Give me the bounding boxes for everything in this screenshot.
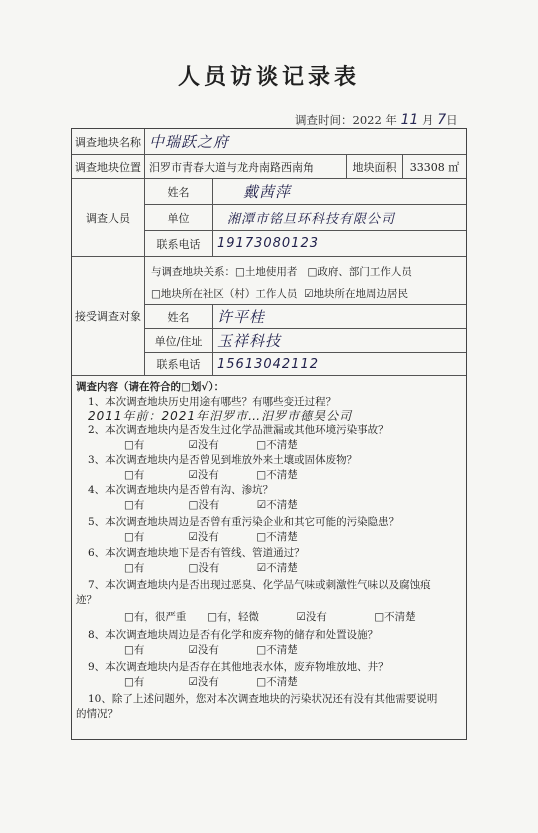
q4-text: 4、本次调查地块内是否曾有沟、渗坑？ <box>88 484 274 496</box>
q5-text: 5、本次调查地块周边是否曾有重污染企业和其它可能的污染隐患？ <box>88 516 400 528</box>
date-year: 2022 年 <box>352 113 397 127</box>
interviewee-unit-value: 玉祥科技 <box>213 329 466 353</box>
q6-text: 6、本次调查地块地下是否有管线、管道通过？ <box>88 547 305 559</box>
q3-opt-yes[interactable]: □有 <box>124 469 145 481</box>
date-day: 7 <box>437 112 447 128</box>
q9-options <box>124 674 302 689</box>
q9-opt-no[interactable]: ☑没有 <box>188 676 219 688</box>
investigator-phone-label: 联系电话 <box>145 231 213 257</box>
q8-text: 8、本次调查地块周边是否有化学和废弃物的储存和处置设施？ <box>88 629 379 641</box>
interviewee-unit-label: 单位/住址 <box>145 329 213 353</box>
q4-opt-unsure[interactable]: ☑不清楚 <box>256 499 298 511</box>
date-month: 11 <box>400 112 419 128</box>
q6-options <box>124 560 302 575</box>
relation-label: 与调查地块关系： <box>151 266 235 278</box>
q5-options <box>124 529 302 544</box>
date-month-unit: 月 <box>422 113 434 127</box>
q3-options <box>124 467 302 482</box>
q5-opt-no[interactable]: ☑没有 <box>188 531 219 543</box>
interviewee-name-value: 许平桂 <box>213 305 466 329</box>
interviewee-name-label: 姓名 <box>145 305 213 329</box>
q7-text-cont: 迹？ <box>76 594 97 606</box>
investigator-name-label: 姓名 <box>145 179 213 205</box>
q5-opt-unsure[interactable]: □不清楚 <box>256 531 298 543</box>
investigator-name-value: 戴茜萍 <box>213 179 466 205</box>
q7-opt-unsure[interactable]: □不清楚 <box>374 611 416 623</box>
q7-text: 7、本次调查地块内是否出现过恶臭、化学品气味或刺激性气味以及腐蚀痕 <box>88 579 431 591</box>
relation-opt-resident[interactable]: ☑地块所在地周边居民 <box>304 288 409 300</box>
plot-name-label: 调查地块名称 <box>72 129 145 155</box>
q8-opt-yes[interactable]: □有 <box>124 644 145 656</box>
q4-options <box>124 497 302 512</box>
interviewee-phone-value: 15613042112 <box>213 353 466 376</box>
q5-opt-yes[interactable]: □有 <box>124 531 145 543</box>
q2-options <box>124 437 302 452</box>
q1-text: 1、本次调查地块历史用途有哪些？有哪些变迁过程？ <box>88 396 337 408</box>
q2-opt-yes[interactable]: □有 <box>124 439 145 451</box>
content-heading: 调查内容（请在符合的□划√）： <box>76 381 225 393</box>
investigator-unit-value: 湘潭市铭旦环科技有限公司 <box>213 205 466 231</box>
q4-opt-no[interactable]: □没有 <box>188 499 220 511</box>
date-label: 调查时间： <box>295 113 353 127</box>
q2-text: 2、本次调查地块内是否发生过化学品泄漏或其他环境污染事故？ <box>88 424 389 436</box>
q10-text-cont: 的情况？ <box>76 708 118 720</box>
survey-date <box>295 112 458 128</box>
q2-opt-no[interactable]: ☑没有 <box>188 439 219 451</box>
plot-area-value: 33308 ㎡ <box>403 155 466 179</box>
q7-opt-no[interactable]: ☑没有 <box>296 611 327 623</box>
page-title: 人员访谈记录表 <box>177 64 360 90</box>
q6-opt-unsure[interactable]: ☑不清楚 <box>256 562 298 574</box>
q6-opt-yes[interactable]: □有 <box>124 562 145 574</box>
relation-block <box>145 257 466 305</box>
plot-location-value: 汨罗市青春大道与龙舟南路西南角 <box>145 155 347 179</box>
relation-opt-government[interactable]: □政府、部门工作人员 <box>307 266 412 278</box>
investigator-phone-value: 19173080123 <box>213 231 466 257</box>
q3-opt-no[interactable]: ☑没有 <box>188 469 219 481</box>
q6-opt-no[interactable]: □没有 <box>188 562 220 574</box>
date-day-unit: 日 <box>446 113 458 127</box>
q7-opt-severe[interactable]: □有，很严重 <box>124 611 187 623</box>
q3-text: 3、本次调查地块内是否曾见到堆放外来土壤或固体废物？ <box>88 454 358 466</box>
q8-options <box>124 642 302 657</box>
q9-opt-yes[interactable]: □有 <box>124 676 145 688</box>
plot-area-label: 地块面积 <box>347 155 403 179</box>
q7-opt-mild[interactable]: □有，轻微 <box>207 611 260 623</box>
interviewee-section-label: 接受调查对象 <box>72 257 145 376</box>
interview-form <box>71 128 467 740</box>
q4-opt-yes[interactable]: □有 <box>124 499 145 511</box>
q8-opt-no[interactable]: ☑没有 <box>188 644 219 656</box>
interviewee-phone-label: 联系电话 <box>145 353 213 376</box>
q8-opt-unsure[interactable]: □不清楚 <box>256 644 298 656</box>
investigator-unit-label: 单位 <box>145 205 213 231</box>
investigator-section-label: 调查人员 <box>72 179 145 257</box>
q10-text: 10、除了上述问题外，您对本次调查地块的污染状况还有没有其他需要说明 <box>88 693 438 705</box>
q1-answer[interactable]: 2011年前：2021年汨罗市…汨罗市德昊公司 <box>88 409 353 423</box>
q3-opt-unsure[interactable]: □不清楚 <box>256 469 298 481</box>
q9-text: 9、本次调查地块内是否存在其他地表水体，废弃物堆放地、井？ <box>88 661 389 673</box>
q9-opt-unsure[interactable]: □不清楚 <box>256 676 298 688</box>
q7-options <box>124 609 420 624</box>
plot-name-value: 中瑞跃之府 <box>145 129 466 155</box>
relation-opt-community[interactable]: □地块所在社区（村）工作人员 <box>151 288 298 300</box>
plot-location-label: 调查地块位置 <box>72 155 145 179</box>
q2-opt-unsure[interactable]: □不清楚 <box>256 439 298 451</box>
relation-opt-land-user[interactable]: □土地使用者 <box>235 266 298 278</box>
